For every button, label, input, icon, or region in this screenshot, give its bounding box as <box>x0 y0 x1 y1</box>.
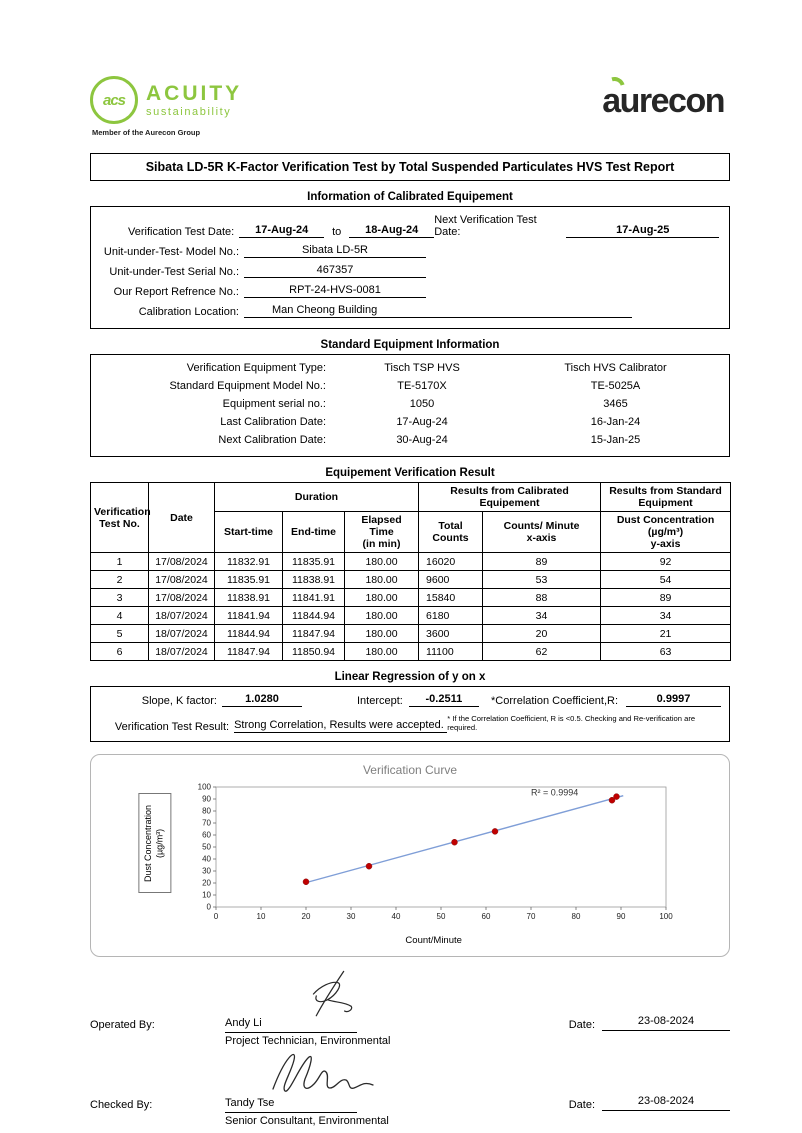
y-axis-tick-label: 50 <box>201 842 211 852</box>
checked-by-label: Checked By: <box>90 1099 153 1111</box>
y-axis-tick-label: 0 <box>206 902 211 912</box>
regression-result-row <box>99 714 721 733</box>
serial-no-row <box>101 264 719 278</box>
acuity-wordmark-block <box>146 83 242 118</box>
calibrated-info-box <box>90 206 730 329</box>
chart-plot-column <box>186 779 682 946</box>
table-cell: 3600 <box>419 625 483 643</box>
test-result-label: Verification Test Result: <box>114 721 230 733</box>
equipment-serial-col1: 1050 <box>409 398 435 410</box>
checked-date-label: Date: <box>568 1099 595 1111</box>
table-cell: 180.00 <box>345 607 419 625</box>
table-cell: 11841.94 <box>215 607 283 625</box>
equipment-type-col2: Tisch HVS Calibrator <box>564 362 667 374</box>
operated-title: Project Technician, Environmental <box>225 1035 391 1047</box>
serial-no-value: 467357 <box>244 264 426 278</box>
table-cell: 54 <box>601 571 731 589</box>
regression-box <box>90 686 730 742</box>
table-cell: 18/07/2024 <box>149 607 215 625</box>
checked-date-block <box>569 1095 730 1111</box>
table-cell: 17/08/2024 <box>149 553 215 571</box>
table-cell: 1 <box>91 553 149 571</box>
next-calibration-row <box>101 434 719 446</box>
y-axis-tick-label: 40 <box>201 854 211 864</box>
table-cell: 18/07/2024 <box>149 643 215 661</box>
header-line-1: Dust Concentration (µg/m³) <box>616 514 715 538</box>
correlation-note: * If the Correlation Coefficient, R is <0.5. Checking and Re-verification are required. <box>447 714 696 732</box>
plot-area <box>216 787 666 907</box>
equipment-model-label: Standard Equipment Model No.: <box>169 380 326 392</box>
table-cell: 180.00 <box>345 589 419 607</box>
regression-values-row <box>99 693 721 707</box>
table-cell: 180.00 <box>345 643 419 661</box>
last-calibration-row <box>101 416 719 428</box>
col-header-dust-concentration <box>601 512 731 553</box>
table-cell: 11838.91 <box>283 571 345 589</box>
table-cell: 89 <box>601 589 731 607</box>
table-cell: 6 <box>91 643 149 661</box>
operated-signature-block <box>225 1017 391 1047</box>
equipment-serial-col2: 3465 <box>603 398 628 410</box>
operated-name: Andy Li <box>225 1017 357 1033</box>
x-axis-tick-label: 20 <box>301 912 311 921</box>
y-axis-tick-label: 10 <box>201 890 211 900</box>
acuity-logo-row <box>90 76 242 124</box>
y-axis-tick-label: 30 <box>201 866 211 876</box>
data-point <box>366 863 372 869</box>
table-cell: 11835.91 <box>283 553 345 571</box>
data-point <box>451 839 457 845</box>
logo-header <box>90 76 730 137</box>
table-cell: 4 <box>91 607 149 625</box>
checked-name: Tandy Tse <box>225 1097 357 1113</box>
aurecon-wordmark: aurecon <box>602 82 724 120</box>
y-axis-tick-label: 80 <box>201 806 211 816</box>
table-cell: 3 <box>91 589 149 607</box>
table-cell: 11835.91 <box>215 571 283 589</box>
table-cell: 63 <box>601 643 731 661</box>
table-cell: 92 <box>601 553 731 571</box>
y-axis-tick-label: 60 <box>201 830 211 840</box>
table-row <box>91 553 731 571</box>
table-cell: 11100 <box>419 643 483 661</box>
verification-date-to: 18-Aug-24 <box>349 224 434 238</box>
slope-label: Slope, K factor: <box>141 695 217 707</box>
table-cell: 11847.94 <box>283 625 345 643</box>
header-row-groups <box>91 483 731 512</box>
table-cell: 11838.91 <box>215 589 283 607</box>
table-cell: 11841.91 <box>283 589 345 607</box>
report-ref-label: Our Report Refrence No.: <box>113 286 239 298</box>
aurecon-logo <box>602 84 724 118</box>
checked-by-row <box>90 1095 730 1127</box>
test-result-value: Strong Correlation, Results were accepted. <box>234 719 447 733</box>
report-ref-row <box>101 284 719 298</box>
operated-signature-image <box>287 967 372 1022</box>
verification-date-from: 17-Aug-24 <box>239 224 324 238</box>
x-axis-tick-label: 100 <box>659 912 673 921</box>
next-verification-date: 17-Aug-25 <box>566 224 719 238</box>
acuity-emblem-icon: acs <box>90 76 138 124</box>
acuity-tagline: Member of the Aurecon Group <box>92 128 201 137</box>
next-calibration-label: Next Calibration Date: <box>218 434 326 446</box>
model-no-row <box>101 244 719 258</box>
data-point <box>303 879 309 885</box>
col-header-date: Date <box>149 483 215 553</box>
col-header-counts-minute <box>483 512 601 553</box>
equipment-serial-label: Equipment serial no.: <box>222 398 326 410</box>
equipment-model-col2: TE-5025A <box>590 380 641 392</box>
checked-date-value: 23-08-2024 <box>602 1095 730 1111</box>
operated-date-block <box>569 1015 730 1031</box>
slope-value: 1.0280 <box>222 693 302 707</box>
table-row <box>91 607 731 625</box>
x-axis-tick-label: 80 <box>571 912 581 921</box>
table-cell: 180.00 <box>345 571 419 589</box>
x-axis-tick-label: 40 <box>391 912 401 921</box>
last-calibration-label: Last Calibration Date: <box>220 416 326 428</box>
operated-date-value: 23-08-2024 <box>602 1015 730 1031</box>
x-axis-tick-label: 50 <box>436 912 446 921</box>
chart-title: Verification Curve <box>362 763 458 777</box>
to-label: to <box>332 226 342 238</box>
table-cell: 16020 <box>419 553 483 571</box>
standard-info-heading: Standard Equipment Information <box>320 339 500 351</box>
regression-heading: Linear Regression of y on x <box>334 671 486 683</box>
col-header-total-counts <box>419 512 483 553</box>
acuity-subtitle: sustainability <box>146 105 232 118</box>
equipment-serial-row <box>101 398 719 410</box>
table-row <box>91 643 731 661</box>
equipment-model-row <box>101 380 719 392</box>
table-cell: 34 <box>601 607 731 625</box>
table-cell: 11832.91 <box>215 553 283 571</box>
x-axis-tick-label: 70 <box>526 912 536 921</box>
table-cell: 5 <box>91 625 149 643</box>
header-line-1: Elapsed Time <box>361 514 402 538</box>
verification-date-label: Verification Test Date: <box>128 226 235 238</box>
acuity-name: ACUITY <box>146 81 243 105</box>
standard-info-box <box>90 354 730 457</box>
table-cell: 11844.94 <box>283 607 345 625</box>
last-calibration-col2: 16-Jan-24 <box>590 416 641 428</box>
checked-signature-image <box>261 1045 381 1103</box>
table-cell: 9600 <box>419 571 483 589</box>
data-point <box>492 828 498 834</box>
model-no-value: Sibata LD-5R <box>244 244 426 258</box>
acuity-logo <box>90 76 242 137</box>
operated-date-label: Date: <box>568 1019 595 1031</box>
table-cell: 15840 <box>419 589 483 607</box>
table-row <box>91 589 731 607</box>
intercept-label: Intercept: <box>357 695 403 707</box>
correlation-value: 0.9997 <box>626 693 721 707</box>
col-header-elapsed-time <box>345 512 419 553</box>
verification-date-row <box>101 214 719 238</box>
table-row <box>91 625 731 643</box>
header-line-2: y-axis <box>650 538 681 550</box>
chart-x-axis-label: Count/Minute <box>405 935 462 946</box>
col-group-duration: Duration <box>215 483 419 512</box>
report-ref-value: RPT-24-HVS-0081 <box>244 284 426 298</box>
col-header-end-time <box>283 512 345 553</box>
table-cell: 17/08/2024 <box>149 589 215 607</box>
calibration-location-value: Man Cheong Building <box>244 304 632 318</box>
chart-content <box>97 779 723 946</box>
equipment-type-col1: Tisch TSP HVS <box>384 362 460 374</box>
col-group-calibrated: Results from Calibrated Equipement <box>419 483 601 512</box>
checked-title: Senior Consultant, Environmental <box>225 1115 389 1127</box>
equipment-type-row <box>101 362 719 374</box>
r-squared-label: R² = 0.9994 <box>530 787 578 798</box>
col-header-test-no: Verification Test No. <box>91 483 149 553</box>
table-cell: 20 <box>483 625 601 643</box>
y-axis-tick-label: 100 <box>197 782 211 792</box>
table-cell: 89 <box>483 553 601 571</box>
chart-y-axis-label: Dust Concentration (µg/m³) <box>138 793 171 893</box>
correlation-label: *Correlation Coefficient,R: <box>491 695 618 707</box>
table-cell: 53 <box>483 571 601 589</box>
header-line-1: Total Counts <box>432 520 469 544</box>
col-header-start-time <box>215 512 283 553</box>
x-axis-tick-label: 10 <box>256 912 266 921</box>
verification-results-table <box>90 482 731 661</box>
table-cell: 6180 <box>419 607 483 625</box>
table-cell: 18/07/2024 <box>149 625 215 643</box>
table-cell: 11847.94 <box>215 643 283 661</box>
y-axis-tick-label: 90 <box>201 794 211 804</box>
table-cell: 62 <box>483 643 601 661</box>
x-axis-tick-label: 60 <box>481 912 491 921</box>
data-point <box>613 794 619 800</box>
equipment-model-col1: TE-5170X <box>397 380 447 392</box>
serial-no-label: Unit-under-Test Serial No.: <box>109 266 239 278</box>
y-axis-tick-label: 20 <box>201 878 211 888</box>
header-line-2: (in min) <box>362 538 401 550</box>
last-calibration-col1: 17-Aug-24 <box>396 416 448 428</box>
header-line-1: Counts/ Minute <box>503 520 580 532</box>
header-line-1: Start-time <box>223 526 273 538</box>
y-axis-tick-label: 70 <box>201 818 211 828</box>
operated-by-row <box>90 1015 730 1047</box>
next-verification-label: Next Verification Test Date: <box>434 214 537 238</box>
report-title: Sibata LD-5R K-Factor Verification Test by Total Suspended Particulates HVS Test Report <box>90 153 730 181</box>
report-content <box>90 0 730 1127</box>
table-cell: 180.00 <box>345 625 419 643</box>
calibration-location-row <box>101 304 719 318</box>
verification-curve-chart <box>186 779 682 929</box>
results-table-body <box>91 553 731 661</box>
x-axis-tick-label: 30 <box>346 912 356 921</box>
x-axis-tick-label: 90 <box>616 912 626 921</box>
table-cell: 21 <box>601 625 731 643</box>
col-group-standard: Results from Standard Equipment <box>601 483 731 512</box>
next-calibration-col2: 15-Jan-25 <box>590 434 641 446</box>
header-line-2: x-axis <box>526 532 557 544</box>
operated-by-label: Operated By: <box>90 1019 155 1031</box>
table-cell: 88 <box>483 589 601 607</box>
x-axis-tick-label: 0 <box>213 912 218 921</box>
table-cell: 34 <box>483 607 601 625</box>
intercept-value: -0.2511 <box>409 693 479 707</box>
header-line-1: End-time <box>291 526 336 538</box>
table-cell: 11850.94 <box>283 643 345 661</box>
results-heading: Equipement Verification Result <box>325 467 495 479</box>
next-calibration-col1: 30-Aug-24 <box>396 434 448 446</box>
calibration-location-label: Calibration Location: <box>138 306 239 318</box>
results-table-head <box>91 483 731 553</box>
table-cell: 2 <box>91 571 149 589</box>
table-cell: 17/08/2024 <box>149 571 215 589</box>
model-no-label: Unit-under-Test- Model No.: <box>103 246 239 258</box>
checked-signature-block <box>225 1097 389 1127</box>
table-cell: 11844.94 <box>215 625 283 643</box>
calibrated-info-heading: Information of Calibrated Equipement <box>307 191 513 203</box>
verification-curve-panel <box>90 754 730 957</box>
table-row <box>91 571 731 589</box>
equipment-type-label: Verification Equipment Type: <box>186 362 326 374</box>
table-cell: 180.00 <box>345 553 419 571</box>
